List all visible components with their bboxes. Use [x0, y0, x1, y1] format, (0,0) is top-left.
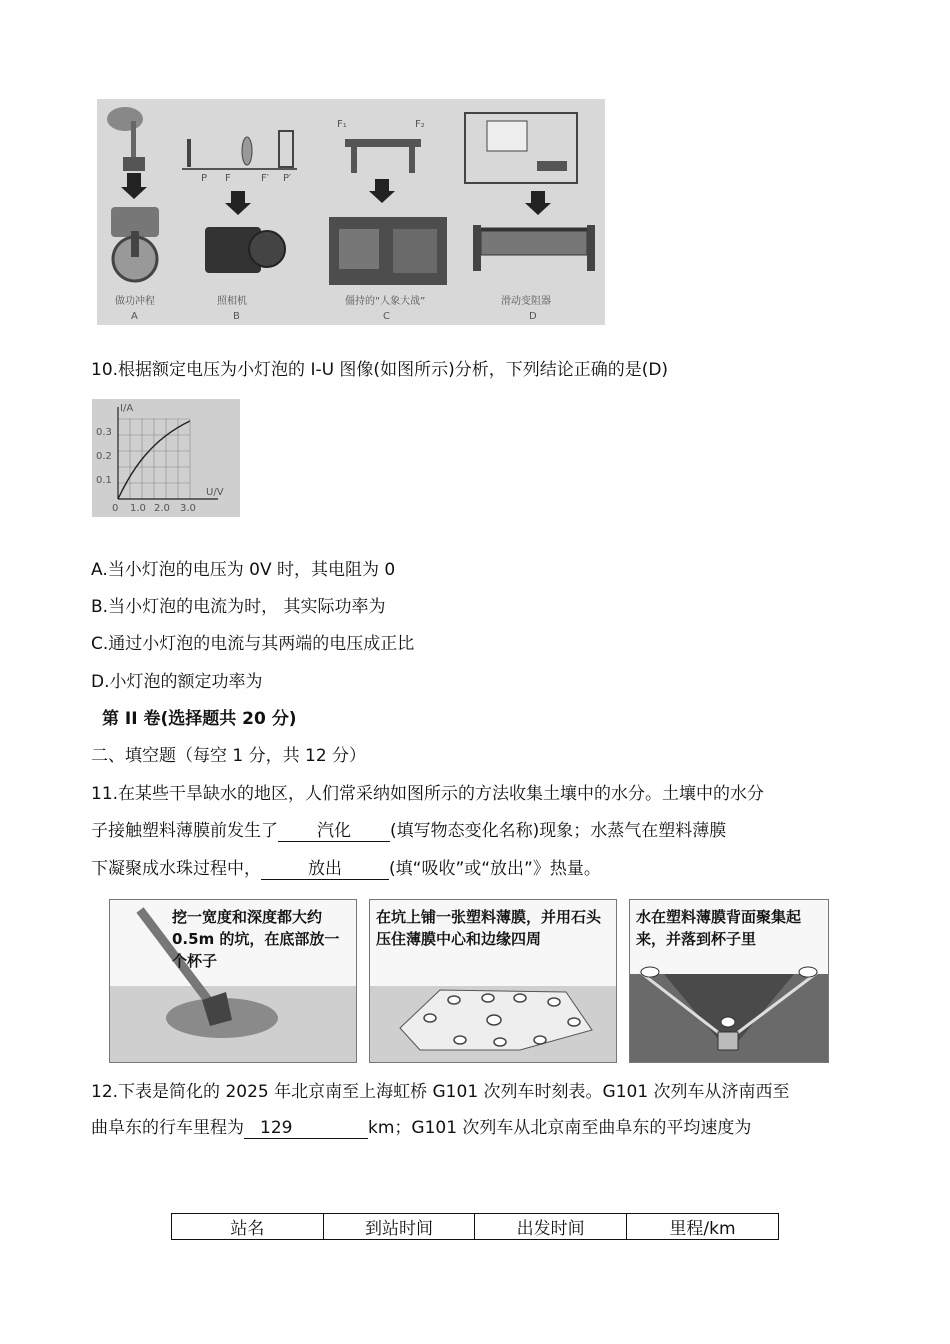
svg-text:F′: F′	[261, 173, 270, 184]
table-header-row	[172, 1214, 779, 1240]
option-a: A.当小灯泡的电压为 0V 时，其电阻为 0	[91, 560, 396, 580]
option-d: D.小灯泡的额定功率为	[91, 672, 263, 692]
panel-dig-pit: 挖一宽度和深度都大约 0.5m 的坑，在底部放一个杯子	[109, 899, 357, 1063]
svg-text:滑动变阻器: 滑动变阻器	[501, 296, 551, 307]
svg-text:B: B	[233, 311, 240, 322]
svg-text:U/V: U/V	[206, 487, 224, 498]
svg-text:照相机: 照相机	[217, 296, 247, 307]
svg-text:2.0: 2.0	[154, 503, 170, 514]
column-header: 出发时间	[475, 1214, 627, 1240]
svg-text:僵持的“人象大战”: 僵持的“人象大战”	[345, 296, 426, 307]
question-11-line1: 11.在某些干旱缺水的地区，人们常采纳如图所示的方法收集土壤中的水分。土壤中的水分	[91, 784, 765, 804]
svg-text:0.1: 0.1	[96, 475, 112, 486]
question-12-line2: 曲阜东的行车里程为 129 km；G101 次列车从北京南至曲阜东的平均速度为	[91, 1118, 752, 1138]
svg-text:做功冲程: 做功冲程	[115, 296, 155, 307]
answer-blank-2: 放出	[261, 859, 389, 880]
svg-text:0.3: 0.3	[96, 427, 112, 438]
svg-text:F: F	[225, 173, 231, 184]
option-b: B.当小灯泡的电流为时， 其实际功率为	[91, 597, 386, 617]
svg-text:C: C	[383, 311, 390, 322]
svg-text:0: 0	[112, 503, 119, 514]
svg-text:1.0: 1.0	[130, 503, 146, 514]
experiments-figure	[97, 99, 605, 325]
panel-plastic-film: 在坑上铺一张塑料薄膜，并用石头压住薄膜中心和边缘四周	[369, 899, 617, 1063]
column-header: 到站时间	[323, 1214, 475, 1240]
svg-text:I/A: I/A	[120, 403, 134, 414]
section-title: 第 II 卷(选择题共 20 分)	[102, 709, 297, 729]
svg-text:P: P	[201, 173, 208, 184]
answer-blank-3: 129	[244, 1118, 368, 1139]
iu-graph	[92, 399, 240, 517]
svg-text:0.2: 0.2	[96, 451, 112, 462]
column-header: 里程/km	[626, 1214, 778, 1240]
svg-text:D: D	[529, 311, 537, 322]
answer-blank-1: 汽化	[278, 821, 390, 842]
question-11-line2: 子接触塑料薄膜前发生了 汽化 (填写物态变化名称)现象；水蒸气在塑料薄膜	[91, 821, 727, 841]
section-subtitle: 二、填空题（每空 1 分，共 12 分）	[91, 746, 367, 766]
question-12-line1: 12.下表是简化的 2025 年北京南至上海虹桥 G101 次列车时刻表。G101 次列车从济南西至	[91, 1082, 790, 1102]
svg-text:P′: P′	[283, 173, 292, 184]
question-10: 10.根据额定电压为小灯泡的 I-U 图像(如图所示)分析，下列结论正确的是(D)	[91, 360, 669, 380]
timetable	[171, 1213, 779, 1240]
panel-water-collect: 水在塑料薄膜背面聚集起来，并落到杯子里	[629, 899, 829, 1063]
svg-text:F₁: F₁	[337, 119, 347, 130]
question-11-line3: 下凝聚成水珠过程中， 放出 (填“吸收”或“放出”》热量。	[91, 859, 601, 879]
svg-text:3.0: 3.0	[180, 503, 196, 514]
svg-text:A: A	[131, 311, 138, 322]
svg-text:F₂: F₂	[415, 119, 425, 130]
option-c: C.通过小灯泡的电流与其两端的电压成正比	[91, 634, 415, 654]
column-header: 站名	[172, 1214, 324, 1240]
